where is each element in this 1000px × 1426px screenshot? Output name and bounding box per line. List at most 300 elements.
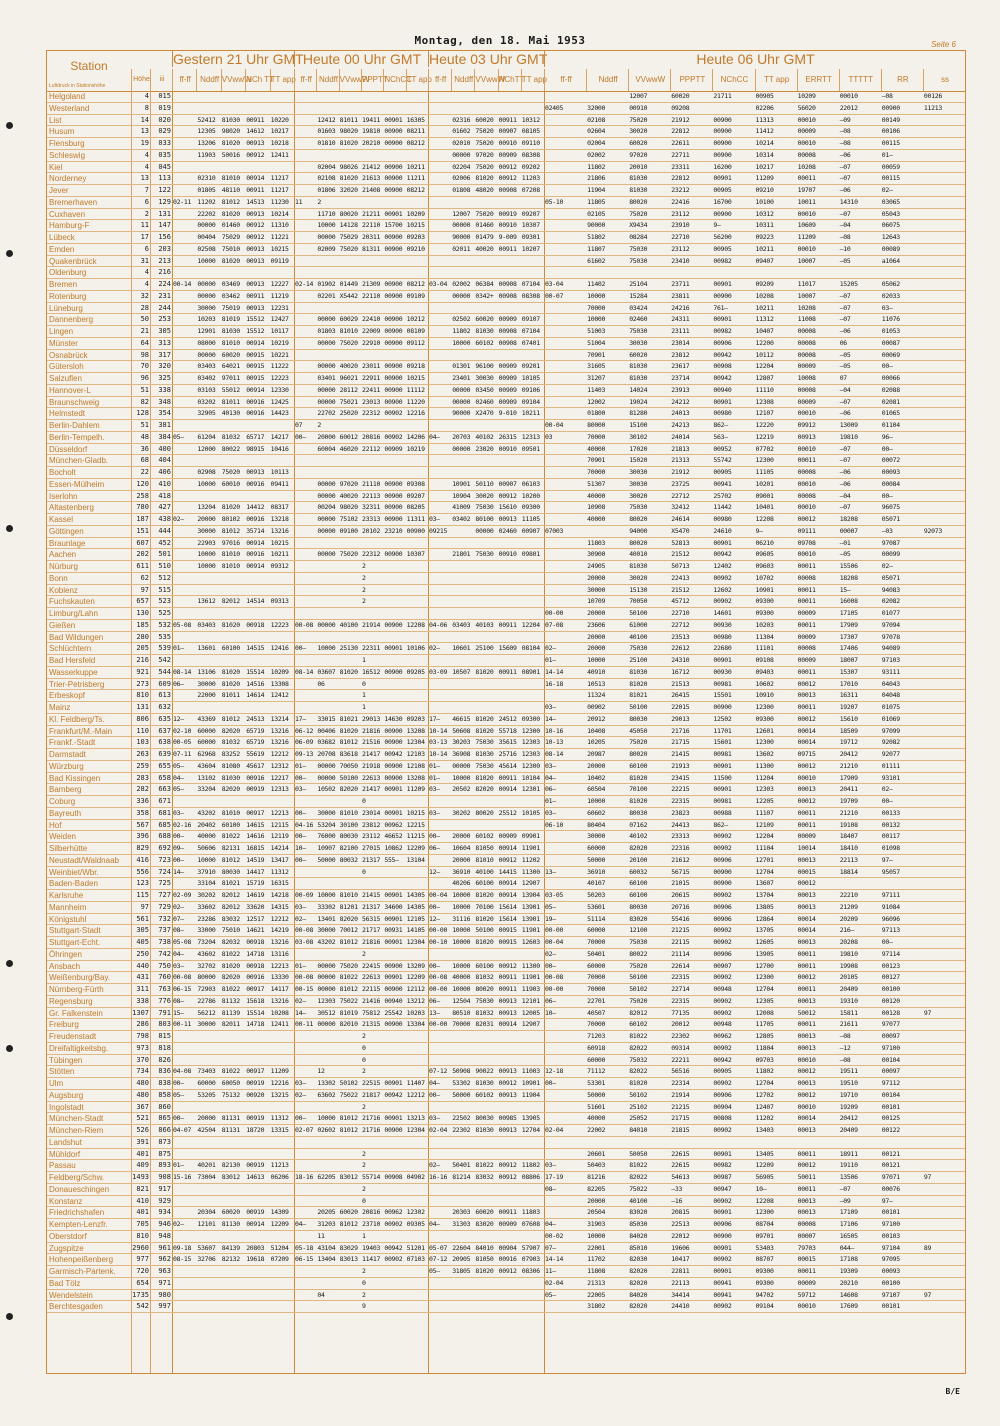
cell-value: 22710 bbox=[671, 233, 690, 241]
cell-value bbox=[499, 1301, 520, 1312]
cell-value: 00-11 bbox=[173, 1020, 192, 1029]
cell-value bbox=[545, 561, 585, 572]
station-height: 6 bbox=[131, 244, 149, 255]
cell-value: 20815 bbox=[671, 1208, 690, 1217]
cell-value: 00908 bbox=[384, 1173, 403, 1181]
cell-value: 00900 bbox=[384, 315, 403, 324]
station-index: 410 bbox=[150, 479, 171, 490]
cell-value: 26315 bbox=[498, 432, 517, 441]
cell-value: 00914 bbox=[246, 562, 265, 570]
cell-value: 12605 bbox=[755, 938, 774, 946]
cell-value: 00948 bbox=[713, 985, 732, 993]
cell-value bbox=[295, 596, 315, 607]
cell-value: 00— bbox=[881, 797, 893, 805]
cell-value: 81280 bbox=[629, 409, 648, 418]
cell-value bbox=[924, 467, 964, 478]
cell-value bbox=[246, 420, 268, 431]
cell-value: 10100 bbox=[755, 197, 774, 206]
station-index: 400 bbox=[150, 444, 171, 455]
column-header: Nddff bbox=[196, 69, 221, 91]
cell-value: 81022 bbox=[221, 985, 240, 993]
cell-value: 03462 bbox=[221, 291, 240, 300]
cell-value: 14— bbox=[295, 1008, 306, 1017]
cell-value: 00920 bbox=[246, 1090, 265, 1099]
cell-value: 00900 bbox=[384, 139, 403, 147]
cell-value: 12312 bbox=[270, 761, 289, 770]
cell-value: 04043 bbox=[881, 679, 900, 688]
cell-value: 2 bbox=[317, 197, 321, 206]
table-row bbox=[47, 726, 965, 738]
cell-value bbox=[452, 1196, 473, 1207]
cell-value: 15811 bbox=[839, 1008, 858, 1017]
table-row bbox=[47, 373, 965, 385]
cell-value: 10901 bbox=[452, 479, 471, 488]
cell-value: 11209 bbox=[270, 1067, 289, 1076]
cell-value bbox=[545, 1137, 585, 1148]
cell-value bbox=[499, 91, 520, 102]
station-height: 480 bbox=[131, 1090, 149, 1101]
cell-value bbox=[295, 491, 315, 502]
cell-value bbox=[545, 314, 585, 325]
cell-value: 00900 bbox=[384, 491, 403, 500]
station-name: Bamberg bbox=[49, 785, 82, 795]
cell-value: 00917 bbox=[246, 808, 265, 817]
cell-value: 50016 bbox=[221, 150, 240, 159]
cell-value: 05— bbox=[429, 1267, 440, 1275]
cell-value: 60000 bbox=[197, 738, 216, 747]
cell-value bbox=[429, 596, 450, 607]
cell-value: 00010 bbox=[797, 503, 816, 512]
cell-value: 10217 bbox=[755, 162, 774, 171]
cell-value: 00900 bbox=[713, 115, 732, 124]
cell-value: 00000 bbox=[317, 1020, 336, 1029]
cell-value bbox=[317, 1043, 337, 1054]
table-row bbox=[47, 209, 965, 221]
cell-value: 81011 bbox=[339, 115, 358, 124]
cell-value: 00914 bbox=[246, 1220, 265, 1228]
cell-value: 82012 bbox=[221, 902, 240, 911]
cell-value bbox=[407, 1278, 427, 1289]
cell-value: 02-16 bbox=[173, 820, 192, 829]
station-height: 19 bbox=[131, 138, 149, 149]
cell-value bbox=[295, 220, 315, 231]
table-row bbox=[47, 761, 965, 773]
cell-value bbox=[246, 585, 268, 596]
cell-value bbox=[499, 467, 520, 478]
cell-value: 75030 bbox=[475, 738, 494, 747]
cell-value: 10513 bbox=[587, 679, 606, 688]
cell-value: 00962 bbox=[713, 1032, 732, 1040]
station-index: 738 bbox=[150, 937, 171, 948]
station-name: Schlüchtern bbox=[49, 644, 92, 654]
cell-value: 09203 bbox=[406, 714, 425, 723]
cell-value: 00906 bbox=[713, 949, 732, 958]
cell-value: 00902 bbox=[713, 926, 732, 935]
cell-value: 00014 bbox=[797, 726, 816, 735]
cell-value: 11217 bbox=[270, 186, 289, 194]
cell-value: 00000 bbox=[317, 491, 336, 500]
cell-value: 00940 bbox=[713, 385, 732, 394]
cell-value: 00000 bbox=[197, 221, 216, 230]
cell-value bbox=[475, 632, 496, 643]
cell-value: —12 bbox=[839, 1043, 851, 1052]
cell-value: 03-13 bbox=[429, 738, 448, 747]
cell-value bbox=[429, 115, 450, 126]
station-index: 685 bbox=[150, 820, 171, 831]
cell-value: 82205 bbox=[587, 1184, 606, 1193]
station-index: 866 bbox=[150, 1125, 171, 1136]
cell-value: 11311 bbox=[406, 515, 425, 523]
cell-value bbox=[173, 244, 195, 255]
station-index: 035 bbox=[150, 150, 171, 161]
cell-value: 1 bbox=[362, 691, 366, 700]
cell-value: 98020 bbox=[221, 127, 240, 136]
cell-value: 09104 bbox=[755, 1302, 774, 1311]
cell-value bbox=[173, 420, 195, 431]
station-index: 997 bbox=[150, 1301, 171, 1312]
cell-value: 00104 bbox=[881, 1055, 900, 1064]
cell-value: 00— bbox=[429, 832, 440, 841]
cell-value: 00914 bbox=[246, 385, 265, 394]
cell-value: 51201 bbox=[406, 1243, 425, 1252]
cell-value: 00941 bbox=[713, 1290, 732, 1299]
cell-value bbox=[429, 479, 450, 490]
cell-value: 80000 bbox=[587, 421, 606, 429]
cell-value: 00901 bbox=[384, 1114, 403, 1123]
cell-value: 11903 bbox=[521, 985, 540, 993]
cell-value: 24614 bbox=[671, 515, 690, 523]
cell-value: 13405 bbox=[755, 1149, 774, 1158]
cell-value: 00941 bbox=[713, 1278, 732, 1287]
table-row bbox=[47, 526, 965, 538]
cell-value: 09-18 bbox=[173, 1243, 192, 1252]
cell-value: 09110 bbox=[521, 139, 540, 147]
cell-value: 04 bbox=[317, 1290, 325, 1299]
cell-value: 08— bbox=[545, 1184, 556, 1193]
cell-value: 01075 bbox=[881, 703, 900, 711]
cell-value: 22903 bbox=[197, 538, 216, 547]
cell-value bbox=[173, 1290, 195, 1301]
table-row bbox=[47, 444, 965, 456]
cell-value: 80020 bbox=[629, 750, 648, 758]
cell-value bbox=[452, 655, 473, 666]
cell-value: 11803 bbox=[521, 1208, 540, 1217]
cell-value: 2 bbox=[362, 1149, 366, 1158]
cell-value: 10— bbox=[545, 1008, 556, 1017]
cell-value: 00000 bbox=[317, 397, 336, 406]
cell-value bbox=[384, 1137, 404, 1148]
cell-value bbox=[429, 267, 450, 278]
cell-value: 00980 bbox=[713, 515, 732, 523]
cell-value: 00915 bbox=[246, 350, 265, 359]
cell-value: 11313 bbox=[755, 115, 774, 124]
cell-value: 14412 bbox=[246, 503, 265, 512]
cell-value bbox=[271, 1231, 293, 1242]
cell-value bbox=[924, 408, 964, 419]
station-index: 438 bbox=[150, 514, 171, 525]
cell-value: 50100 bbox=[629, 973, 648, 982]
cell-value bbox=[545, 1019, 585, 1030]
cell-value: 83252 bbox=[221, 750, 240, 758]
cell-value bbox=[197, 1301, 219, 1312]
cell-value: 21417 bbox=[362, 785, 381, 794]
cell-value bbox=[173, 373, 195, 384]
cell-value bbox=[295, 1196, 315, 1207]
cell-value: 21415 bbox=[362, 891, 381, 899]
cell-value: 30202 bbox=[452, 808, 471, 817]
cell-value bbox=[271, 1278, 293, 1289]
column-header: TT app bbox=[521, 69, 545, 91]
cell-value: 56212 bbox=[197, 1008, 216, 1017]
table-row bbox=[47, 549, 965, 561]
cell-value: 12412 bbox=[317, 115, 336, 124]
cell-value: 50102 bbox=[629, 985, 648, 993]
cell-value: 00913 bbox=[797, 432, 816, 441]
cell-value: 21816 bbox=[362, 726, 381, 735]
cell-value: 14117 bbox=[270, 985, 289, 993]
cell-value: 24311 bbox=[671, 315, 690, 324]
table-row bbox=[47, 173, 965, 185]
cell-value bbox=[924, 549, 964, 560]
cell-value bbox=[295, 291, 315, 302]
table-row bbox=[47, 1149, 965, 1161]
cell-value: 00902 bbox=[713, 1196, 732, 1205]
table-row bbox=[47, 902, 965, 914]
cell-value: 11710 bbox=[317, 209, 336, 218]
cell-value bbox=[295, 1137, 315, 1148]
cell-value bbox=[197, 702, 219, 713]
cell-value: 00406 bbox=[317, 726, 336, 735]
cell-value: 00149 bbox=[881, 115, 900, 124]
station-height: 13 bbox=[131, 126, 149, 137]
cell-value: 13009 bbox=[839, 421, 858, 429]
cell-value bbox=[545, 91, 585, 102]
cell-value: 12204 bbox=[755, 362, 774, 371]
cell-value bbox=[340, 455, 360, 466]
cell-value bbox=[924, 1219, 964, 1230]
cell-value: 00-08 bbox=[295, 926, 314, 935]
station-name: List bbox=[49, 115, 62, 125]
cell-value: 00913 bbox=[498, 1067, 517, 1076]
cell-value: 00008 bbox=[797, 350, 816, 359]
cell-value bbox=[545, 831, 585, 842]
cell-value: 40910 bbox=[587, 667, 606, 676]
cell-value bbox=[756, 267, 796, 278]
cell-value: 00918 bbox=[246, 620, 265, 629]
cell-value: 02502 bbox=[452, 315, 471, 324]
column-header: PPPTT bbox=[670, 69, 713, 91]
cell-value: 13905 bbox=[755, 949, 774, 958]
time-group-header: Heute 00 Uhr GMT bbox=[294, 51, 429, 67]
cell-value: 11 bbox=[295, 197, 303, 206]
station-name: Trier-Petrisberg bbox=[49, 679, 105, 689]
cell-value: 12101 bbox=[521, 996, 540, 1005]
cell-value: 81010 bbox=[339, 327, 358, 335]
station-height: 263 bbox=[131, 749, 149, 760]
cell-value bbox=[295, 573, 315, 584]
table-row bbox=[47, 538, 965, 550]
cell-value: 98020 bbox=[339, 127, 358, 136]
station-height: 734 bbox=[131, 1066, 149, 1077]
cell-value: 30000 bbox=[317, 808, 336, 817]
cell-value: 75010 bbox=[221, 926, 240, 935]
column-header: NChCC bbox=[383, 69, 406, 91]
cell-value: 21415 bbox=[671, 750, 690, 758]
cell-value bbox=[522, 655, 543, 666]
cell-value: 23286 bbox=[197, 914, 216, 923]
cell-value bbox=[246, 608, 268, 619]
cell-value bbox=[340, 596, 360, 607]
cell-value bbox=[173, 444, 195, 455]
station-index: 963 bbox=[150, 1266, 171, 1277]
cell-value bbox=[475, 702, 496, 713]
cell-value bbox=[362, 303, 382, 314]
cell-value bbox=[295, 1278, 315, 1289]
station-height: 4 bbox=[131, 150, 149, 161]
cell-value: X2470 bbox=[475, 409, 494, 418]
cell-value: 10211 bbox=[270, 550, 289, 559]
cell-value: 81010 bbox=[221, 808, 240, 817]
table-row bbox=[47, 749, 965, 761]
cell-value bbox=[545, 467, 585, 478]
cell-value: 14519 bbox=[246, 855, 265, 864]
cell-value: 80020 bbox=[629, 197, 648, 206]
cell-value: 00012 bbox=[797, 1090, 816, 1099]
cell-value: 55718 bbox=[498, 726, 517, 735]
cell-value: 13206 bbox=[197, 139, 216, 147]
cell-value: 04— bbox=[429, 1079, 440, 1087]
cell-value: 10417 bbox=[671, 1255, 690, 1264]
cell-value bbox=[340, 1149, 360, 1160]
cell-value: 33620 bbox=[246, 902, 265, 911]
cell-value: 82020 bbox=[629, 1267, 648, 1275]
cell-value: 22202 bbox=[197, 209, 216, 218]
cell-value bbox=[340, 256, 360, 267]
cell-value: 02405 bbox=[545, 103, 564, 112]
station-index: 873 bbox=[150, 1137, 171, 1148]
cell-value: 81030 bbox=[221, 115, 240, 124]
station-index: 131 bbox=[150, 209, 171, 220]
cell-value: 81020 bbox=[221, 667, 240, 676]
cell-value: 30000 bbox=[317, 926, 336, 935]
cell-value: 81010 bbox=[339, 891, 358, 899]
cell-value: 19606 bbox=[671, 1243, 690, 1252]
cell-value: 00009 bbox=[797, 362, 816, 371]
cell-value: 00014 bbox=[797, 738, 816, 747]
cell-value bbox=[924, 185, 964, 196]
cell-value: 97077 bbox=[881, 1020, 900, 1029]
cell-value: 48110 bbox=[221, 186, 240, 194]
cell-value bbox=[924, 220, 964, 231]
cell-value: 00902 bbox=[384, 1255, 403, 1264]
cell-value: 50000 bbox=[587, 855, 606, 864]
cell-value: 80030 bbox=[629, 714, 648, 723]
cell-value: 02310 bbox=[197, 174, 216, 183]
cell-value: 00910 bbox=[498, 550, 517, 559]
cell-value bbox=[362, 91, 382, 102]
station-height: 36 bbox=[131, 444, 149, 455]
station-height: 409 bbox=[131, 1160, 149, 1171]
cell-value: 20708 bbox=[317, 750, 336, 758]
cell-value: 81020 bbox=[221, 620, 240, 629]
cell-value: 00008 bbox=[797, 150, 816, 159]
station-height: 283 bbox=[131, 773, 149, 784]
cell-value: 60602 bbox=[587, 808, 606, 817]
cell-value: 00900 bbox=[713, 139, 732, 147]
cell-value: 00127 bbox=[881, 973, 900, 982]
cell-value: 14415 bbox=[498, 867, 517, 876]
cell-value: 04— bbox=[429, 432, 440, 441]
cell-value: 09801 bbox=[521, 550, 540, 559]
station-index: 671 bbox=[150, 796, 171, 807]
cell-value: 73204 bbox=[197, 938, 216, 946]
cell-value: 00902 bbox=[713, 1043, 732, 1052]
cell-value: 06-10 bbox=[545, 820, 564, 829]
cell-value: 14-14 bbox=[545, 1255, 564, 1264]
cell-value: 00901 bbox=[384, 914, 403, 923]
station-index: 384 bbox=[150, 432, 171, 443]
station-index: 147 bbox=[150, 220, 171, 231]
cell-value: 09912 bbox=[797, 421, 816, 429]
cell-value: 12402 bbox=[713, 562, 732, 570]
cell-value: 12304 bbox=[406, 938, 425, 946]
cell-value bbox=[295, 350, 315, 361]
cell-value bbox=[924, 902, 964, 913]
cell-value: 22005 bbox=[587, 1290, 606, 1299]
cell-value: 11417 bbox=[362, 1255, 381, 1264]
cell-value: 03-09 bbox=[429, 667, 448, 676]
station-index: 418 bbox=[150, 491, 171, 502]
cell-value: 07104 bbox=[521, 280, 540, 288]
cell-value bbox=[452, 1231, 473, 1242]
station-index: 544 bbox=[150, 667, 171, 678]
cell-value: 50102 bbox=[629, 1090, 648, 1099]
cell-value bbox=[545, 690, 585, 701]
cell-value bbox=[475, 1137, 496, 1148]
cell-value: 23112 bbox=[671, 209, 690, 218]
cell-value: 21715 bbox=[671, 1114, 690, 1123]
table-row bbox=[47, 1137, 965, 1149]
cell-value bbox=[173, 608, 195, 619]
cell-value bbox=[924, 726, 964, 737]
cell-value bbox=[924, 1301, 964, 1312]
cell-value bbox=[429, 373, 450, 384]
cell-value bbox=[407, 632, 427, 643]
cell-value: 02105 bbox=[587, 209, 606, 218]
cell-value: 00010 bbox=[797, 1102, 816, 1111]
cell-value: 10000 bbox=[452, 961, 471, 970]
cell-value: 00905 bbox=[713, 244, 732, 253]
cell-value: 00911 bbox=[246, 186, 265, 194]
cell-value: 10203 bbox=[197, 315, 216, 324]
cell-value: 08704 bbox=[755, 1220, 774, 1228]
cell-value: 30020 bbox=[629, 491, 648, 500]
cell-value: 81020 bbox=[221, 209, 240, 218]
cell-value: 11802 bbox=[755, 1067, 774, 1076]
cell-value: 00900 bbox=[384, 291, 403, 300]
cell-value: 65719 bbox=[246, 738, 265, 747]
cell-value: 40000 bbox=[587, 444, 606, 453]
cell-value: 00-07 bbox=[545, 291, 564, 300]
station-height: 2 bbox=[131, 209, 149, 220]
cell-value: 23112 bbox=[362, 832, 381, 841]
cell-value bbox=[429, 256, 450, 267]
table-row bbox=[47, 784, 965, 796]
cell-value: 30030 bbox=[629, 479, 648, 488]
cell-value: 12007 bbox=[629, 92, 648, 100]
cell-value: 82020 bbox=[629, 1302, 648, 1311]
station-height: 110 bbox=[131, 726, 149, 737]
